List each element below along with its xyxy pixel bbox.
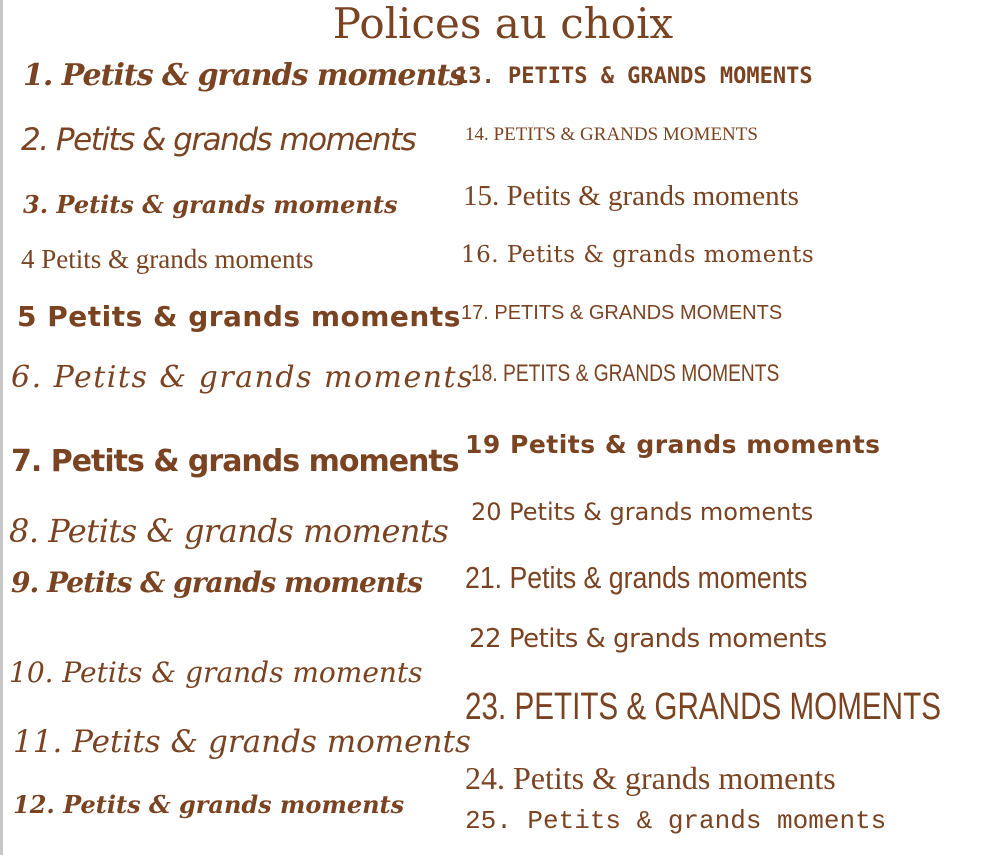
font-sample-2: 2. Petits & grands moments bbox=[21, 122, 416, 158]
font-sample-11: 11. Petits & grands moments bbox=[13, 724, 471, 760]
font-sample-14: 14. PETITS & GRANDS MOMENTS bbox=[465, 124, 758, 145]
font-sample-25: 25. Petits & grands moments bbox=[465, 806, 887, 836]
font-sample-8: 8. Petits & grands moments bbox=[9, 512, 449, 550]
font-sample-9: 9. Petits & grands moments bbox=[11, 566, 422, 599]
font-sample-4: 4 Petits & grands moments bbox=[21, 244, 314, 274]
font-sample-23: 23. PETITS & GRANDS MOMENTS bbox=[465, 686, 941, 728]
font-sample-10: 10. Petits & grands moments bbox=[9, 656, 423, 689]
font-sample-3: 3. Petits & grands moments bbox=[23, 190, 398, 219]
font-sample-16: 16. Petits & grands moments bbox=[461, 242, 815, 268]
font-sample-7: 7. Petits & grands moments bbox=[11, 444, 459, 479]
font-sample-17: 17. PETITS & GRANDS MOMENTS bbox=[461, 302, 783, 324]
font-sample-13: 13. PETITS & GRANDS MOMENTS bbox=[455, 64, 813, 89]
font-sample-5: 5 Petits & grands moments bbox=[17, 300, 461, 333]
font-sample-24: 24. Petits & grands moments bbox=[465, 760, 836, 796]
font-sample-21: 21. Petits & grands moments bbox=[465, 560, 808, 595]
font-sample-18: 18. PETITS & GRANDS MOMENTS bbox=[471, 360, 780, 387]
font-sample-22: 22 Petits & grands moments bbox=[469, 624, 827, 654]
font-sample-1: 1. Petits & grands moments bbox=[23, 58, 466, 93]
page-title: Polices au choix bbox=[332, 0, 674, 48]
font-sample-15: 15. Petits & grands moments bbox=[463, 180, 799, 212]
font-sample-20: 20 Petits & grands moments bbox=[471, 498, 814, 526]
font-sample-6: 6. Petits & grands moments bbox=[11, 360, 474, 395]
font-sample-19: 19 Petits & grands moments bbox=[465, 430, 881, 459]
font-sample-12: 12. Petits & grands moments bbox=[13, 790, 405, 819]
